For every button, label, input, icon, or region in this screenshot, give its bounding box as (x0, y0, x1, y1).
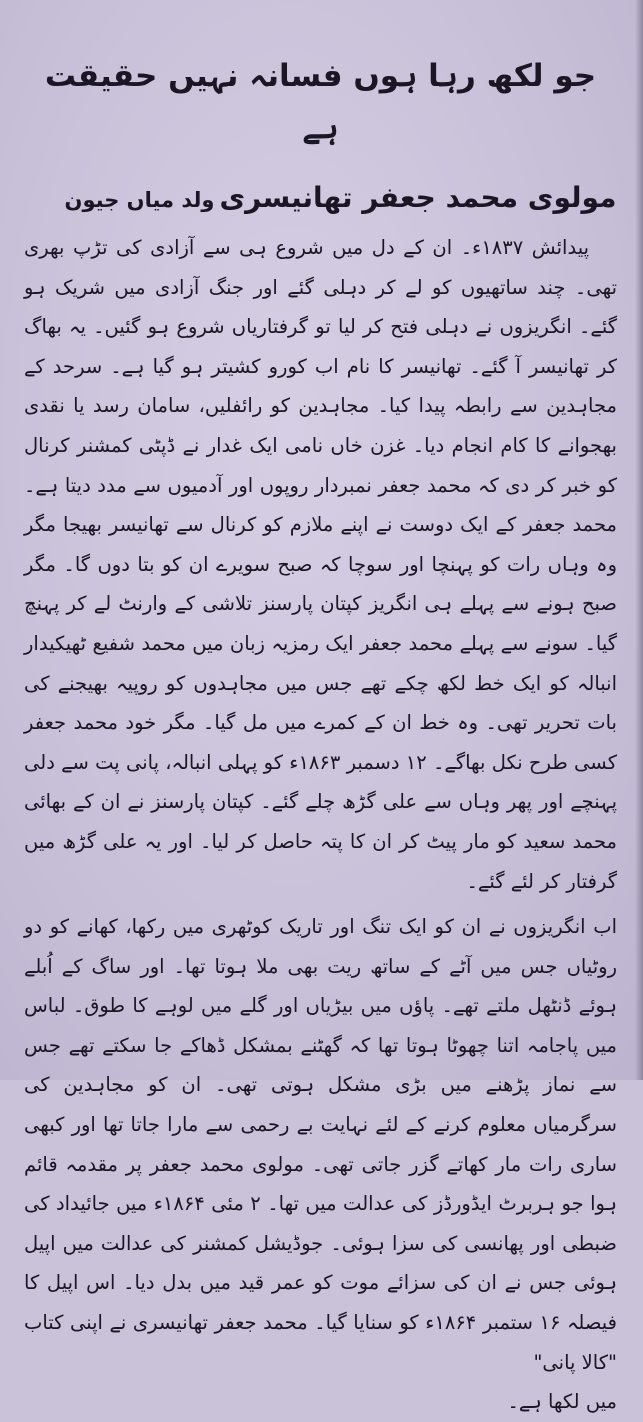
paragraph-ending: میں لکھا ہے۔ (507, 1390, 617, 1414)
paragraph-1: پیدائش ۱۸۳۷ء۔ ان کے دل میں شروع ہی سے آزادی کی تڑپ بھری تھی۔ چند ساتھیوں کو لے کر دہلی گئے اور جنگ آزادی میں شریک ہو گئے۔ انگریزوں نے دہلی فتح کر لیا تو گرفتاریاں شروع ہو گئیں۔ یہ بھاگ کر تھانیسر آ گئے۔ تھانیسر کا نام اب کورو کشیتر ہو گیا ہے۔ سرحد کے مجاہدین سے رابطہ پیدا کیا۔ مجاہدین کو رائفلیں، سامان رسد یا نقدی بھجوانے کا کام انجام دیا۔ غزن خاں نامی ایک غدار نے ڈپٹی کمشنر کرنال کو خبر کر دی کہ محمد جعفر نمبردار روپوں اور آدمیوں سے مدد دیتا ہے۔ محمد جعفر کے ایک دوست نے اپنے ملازم کو کرنال سے تھانیسر بھیجا مگر وہ وہاں رات کو پہنچا اور سوچا کہ صبح سویرے ان کو بتا دوں گا۔ مگر صبح ہونے سے پہلے ہی انگریز کپتان پارسنز تلاشی کے وارنٹ لے کر پہنچ گیا۔ سونے سے پہلے محمد جعفر ایک رمزیہ زبان میں محمد شفیع ٹھیکیدار انبالہ کو ایک خط لکھ چکے تھے جس میں مجاہدوں کو روپیہ بھیجنے کی بات تحریر تھی۔ وہ خط ان کے کمرے میں مل گیا۔ مگر خود محمد جعفر کسی طرح نکل بھاگے۔ ۱۲ دسمبر ۱۸۶۳ء کو پہلی انبالہ، پانی پت سے دلی پہنچے اور پھر وہاں سے علی گڑھ چلے گئے۔ کپتان پارسنز نے ان کے بھائی محمد سعید کو مار پیٹ کر ان کا پتہ حاصل کر لیا۔ اور یہ علی گڑھ میں گرفتار کر لئے گئے۔ (24, 236, 617, 893)
page-edge-shadow (635, 0, 643, 1080)
author-relation: ولد میاں جیون (64, 188, 215, 212)
paragraph-2: اب انگریزوں نے ان کو ایک تنگ اور تاریک کوٹھری میں رکھا، کھانے کو دو روٹیاں جس میں آٹے کے ساتھ ریت بھی ملا ہوتا تھا۔ اور ساگ کے اُبلے ہوئے ڈنٹھل ملتے تھے۔ پاؤں میں بیڑیاں اور گلے میں لوہے کا طوق۔ لباس میں پاجامہ اتنا چھوٹا ہوتا تھا کہ گھٹنے بمشکل ڈھاکے جا سکتے تھے جس سے نماز پڑھنے میں بڑی مشکل ہوتی تھی۔ ان کو مجاہدین کی سرگرمیاں معلوم کرنے کے لئے نہایت بے رحمی سے مارا جاتا تھا اور کبھی ساری رات مار کھاتے گزر جاتی تھی۔ مولوی محمد جعفر پر مقدمہ قائم ہوا جو ہربرٹ ایڈورڈز کی عدالت میں تھا۔ ۲ مئی ۱۸۶۴ء میں جائیداد کی ضبطی اور پھانسی کی سزا ہوئی۔ جوڈیشل کمشنر کی عدالت میں اپیل ہوئی جس نے ان کی سزائے موت کو عمر قید میں بدل دیا۔ اس اپیل کا فیصلہ ۱۶ ستمبر ۱۸۶۴ء کو سنایا گیا۔ محمد جعفر تھانیسری نے اپنی کتاب "کالا پانی" (24, 915, 617, 1374)
article-body (24, 228, 617, 1382)
author-name: مولوی محمد جعفر تھانیسری (219, 181, 617, 214)
page-title: جو لکھ رہا ہوں فسانہ نہیں حقیقت ہے (44, 58, 597, 146)
author-heading (24, 176, 617, 224)
